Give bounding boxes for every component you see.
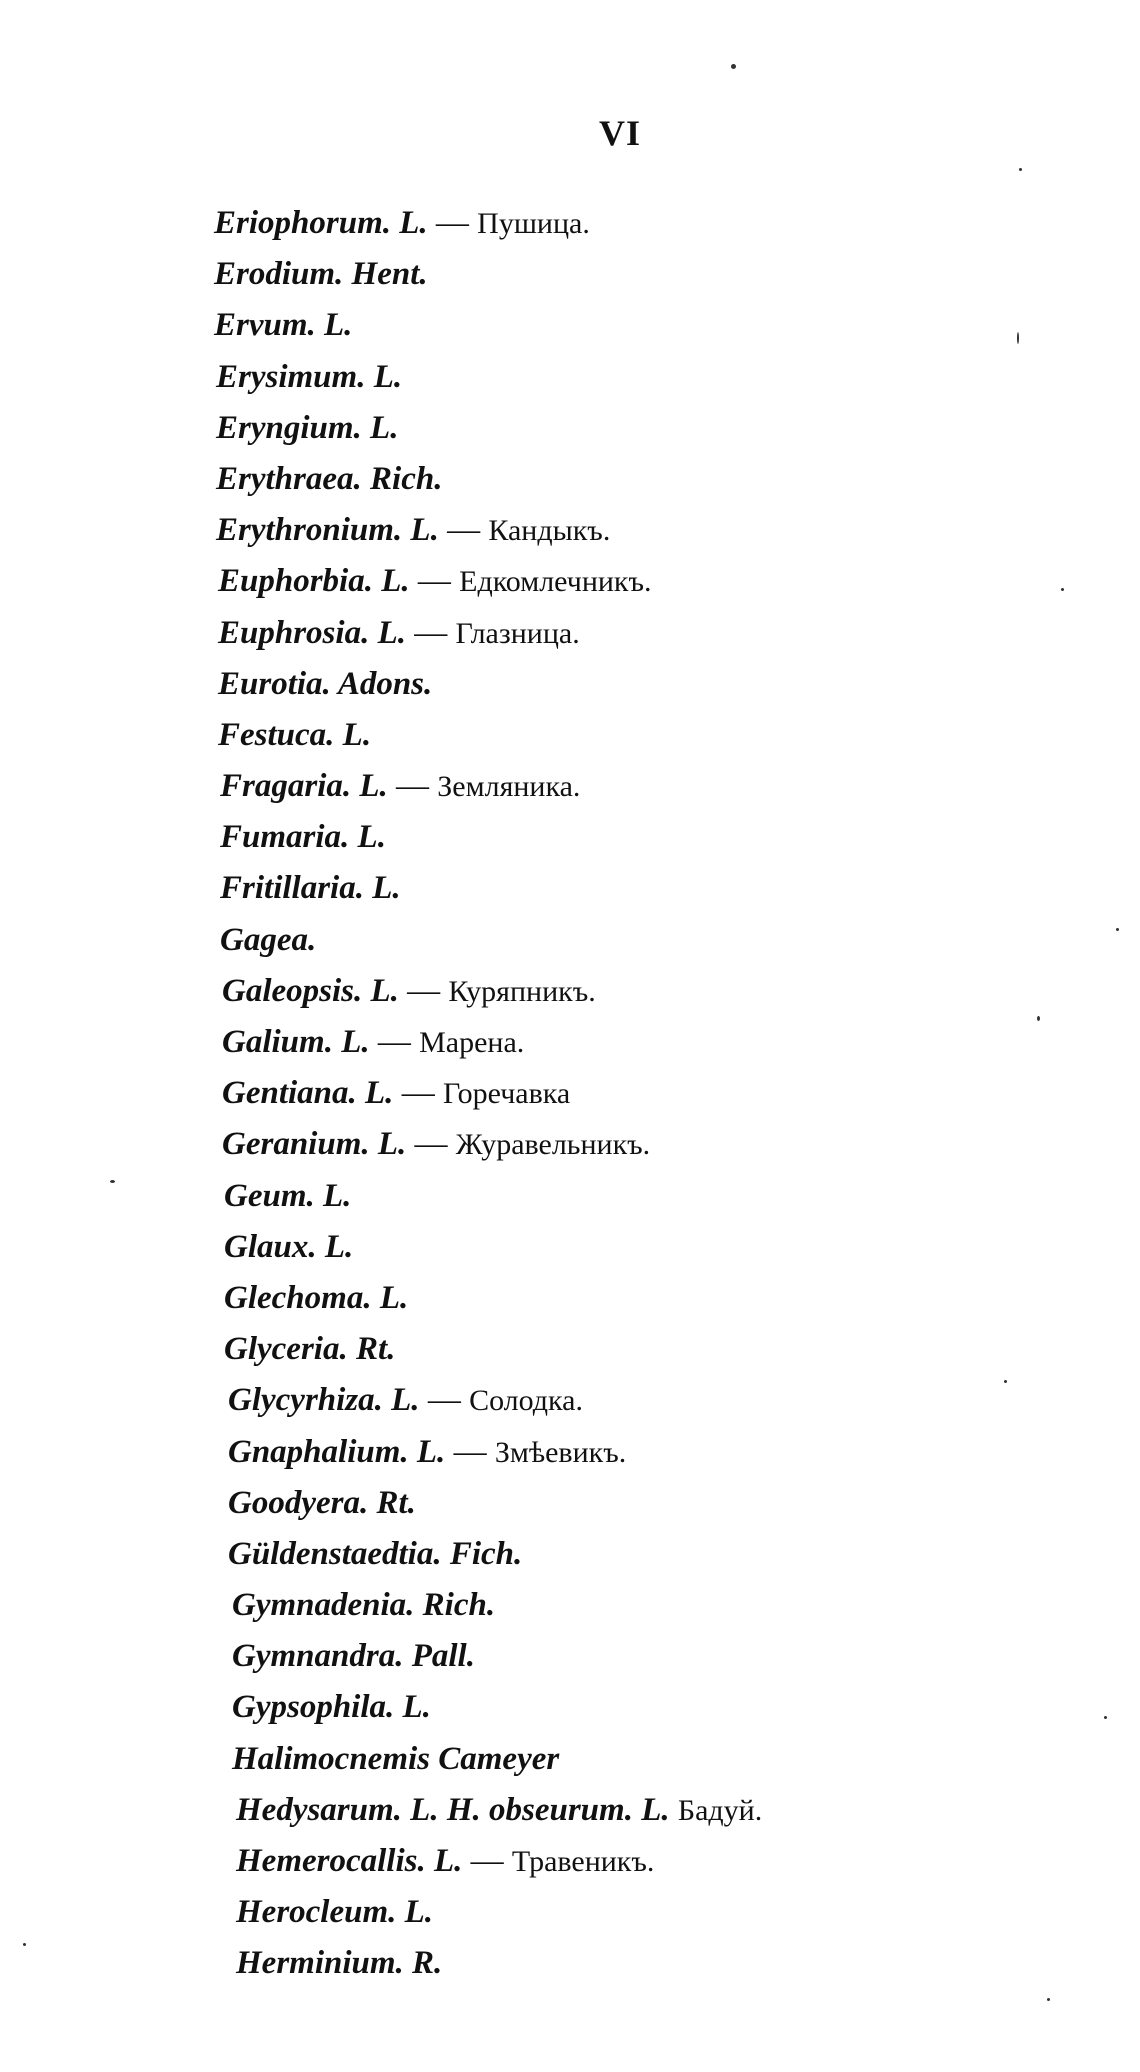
list-item xyxy=(214,1734,1034,1785)
latin-genus-name: Fumaria. L. xyxy=(220,819,386,856)
russian-common-name: Пушица. xyxy=(477,207,590,240)
separator-dash: — xyxy=(445,1433,495,1470)
plant-genus-list xyxy=(214,198,1034,1990)
russian-common-name: Журавельникъ. xyxy=(455,1128,651,1162)
separator-dash: — xyxy=(427,205,478,241)
latin-genus-name: Fritillaria. L. xyxy=(220,870,401,907)
scan-speck xyxy=(1019,168,1022,171)
list-item xyxy=(214,403,1034,454)
list-item xyxy=(214,1375,1034,1426)
scan-speck xyxy=(1116,928,1119,931)
list-item xyxy=(214,966,1034,1017)
russian-common-name: Солодка. xyxy=(469,1384,583,1418)
latin-genus-name: Eryngium. L. xyxy=(216,409,399,446)
list-item xyxy=(214,1273,1034,1324)
list-item xyxy=(214,556,1034,607)
latin-genus-name: Erysimum. L. xyxy=(216,358,403,395)
scan-speck xyxy=(1004,1380,1007,1383)
separator-dash: — xyxy=(438,512,489,549)
latin-genus-name: Erodium. Hent. xyxy=(214,256,428,293)
list-item xyxy=(214,1171,1034,1222)
list-item xyxy=(214,1324,1034,1375)
scan-speck xyxy=(1047,1998,1050,2001)
latin-genus-name: Gagea. xyxy=(220,921,317,958)
list-item xyxy=(214,1682,1034,1733)
russian-common-name: Куряпникъ. xyxy=(448,974,596,1008)
list-item xyxy=(214,1887,1034,1938)
separator-dash: — xyxy=(419,1382,470,1419)
latin-genus-name: Glechoma. L. xyxy=(224,1279,409,1316)
list-item xyxy=(214,1580,1034,1631)
separator-dash: — xyxy=(393,1075,443,1112)
list-item xyxy=(214,249,1034,300)
scan-speck xyxy=(110,1180,115,1183)
russian-common-name: Горечавка xyxy=(442,1077,571,1111)
list-item xyxy=(214,1427,1034,1478)
russian-common-name: Змѣевикъ. xyxy=(494,1435,627,1469)
latin-genus-name: Geranium. L. xyxy=(222,1126,407,1163)
russian-common-name: Бадуй. xyxy=(677,1793,763,1827)
latin-genus-name: Goodyera. Rt. xyxy=(228,1484,416,1521)
latin-genus-name: Gentiana. L. xyxy=(222,1075,394,1112)
latin-genus-name: Fragaria. L. xyxy=(220,768,388,805)
latin-genus-name: Eurotia. Adons. xyxy=(218,665,433,702)
latin-genus-name: Hemerocallis. L. xyxy=(236,1843,463,1879)
latin-genus-name: Galium. L. xyxy=(222,1024,370,1060)
latin-genus-name: Glaux. L. xyxy=(224,1228,354,1265)
latin-genus-name: Euphorbia. L. xyxy=(218,563,410,600)
scan-speck xyxy=(1037,1016,1040,1021)
russian-common-name: Марена. xyxy=(419,1026,525,1059)
page-number: VI xyxy=(598,113,641,153)
scan-speck xyxy=(1104,1716,1107,1719)
separator-dash: — xyxy=(398,972,449,1009)
separator-dash: — xyxy=(387,768,438,805)
russian-common-name: Глазница. xyxy=(455,616,580,650)
russian-common-name: Травеникъ. xyxy=(511,1845,655,1878)
russian-common-name: Кандыкъ. xyxy=(488,514,611,548)
list-item xyxy=(214,300,1034,351)
list-item xyxy=(214,1222,1034,1273)
list-item xyxy=(214,915,1034,966)
latin-genus-name: Herocleum. L. xyxy=(236,1894,434,1931)
separator-dash xyxy=(670,1792,678,1828)
separator-dash: — xyxy=(409,563,460,600)
latin-genus-name: Erythronium. L. xyxy=(216,512,439,549)
list-item xyxy=(214,812,1034,863)
scan-speck xyxy=(731,64,736,69)
latin-genus-name: Glycyrhiza. L. xyxy=(228,1382,420,1419)
latin-genus-name: Erythraea. Rich. xyxy=(216,460,443,497)
list-item xyxy=(214,1938,1034,1989)
list-item xyxy=(214,1068,1034,1119)
separator-dash: — xyxy=(406,1126,456,1163)
scan-speck xyxy=(1017,332,1019,344)
list-item xyxy=(214,659,1034,710)
latin-genus-name: Geum. L. xyxy=(224,1177,352,1214)
list-item xyxy=(214,198,1034,249)
list-item xyxy=(214,1631,1034,1682)
scan-speck xyxy=(23,1943,26,1946)
list-item xyxy=(214,863,1034,914)
latin-genus-name: Eriophorum. L. xyxy=(214,205,428,241)
list-item xyxy=(214,454,1034,505)
latin-genus-name: Gymnandra. Pall. xyxy=(232,1638,475,1675)
list-item xyxy=(214,352,1034,403)
list-item xyxy=(214,1529,1034,1580)
latin-genus-name: Hedysarum. L. H. obseurum. L. xyxy=(236,1791,670,1828)
latin-genus-name: Gypsophila. L. xyxy=(232,1689,431,1726)
separator-dash: — xyxy=(462,1843,512,1879)
list-item xyxy=(214,1478,1034,1529)
russian-common-name: Едкомлечникъ. xyxy=(459,565,652,599)
latin-genus-name: Ervum. L. xyxy=(214,307,353,344)
latin-genus-name: Gnaphalium. L. xyxy=(228,1433,446,1470)
separator-dash: — xyxy=(405,614,456,651)
latin-genus-name: Galeopsis. L. xyxy=(222,972,399,1009)
list-item xyxy=(214,1836,1034,1887)
list-item xyxy=(214,710,1034,761)
list-item xyxy=(214,505,1034,556)
latin-genus-name: Herminium. R. xyxy=(236,1945,443,1982)
latin-genus-name: Gymnadenia. Rich. xyxy=(232,1587,496,1624)
list-item xyxy=(214,608,1034,659)
russian-common-name: Земляника. xyxy=(437,770,581,804)
scan-speck xyxy=(1061,588,1064,591)
list-item xyxy=(214,1017,1034,1068)
list-item xyxy=(214,1119,1034,1170)
list-item xyxy=(214,761,1034,812)
separator-dash: — xyxy=(369,1024,420,1060)
latin-genus-name: Glyceria. Rt. xyxy=(224,1331,396,1368)
latin-genus-name: Güldenstaedtia. Fich. xyxy=(228,1535,523,1572)
latin-genus-name: Festuca. L. xyxy=(218,716,372,753)
latin-genus-name: Halimocnemis Cameyer xyxy=(232,1740,560,1777)
list-item xyxy=(214,1785,1034,1836)
latin-genus-name: Euphrosia. L. xyxy=(218,614,406,651)
